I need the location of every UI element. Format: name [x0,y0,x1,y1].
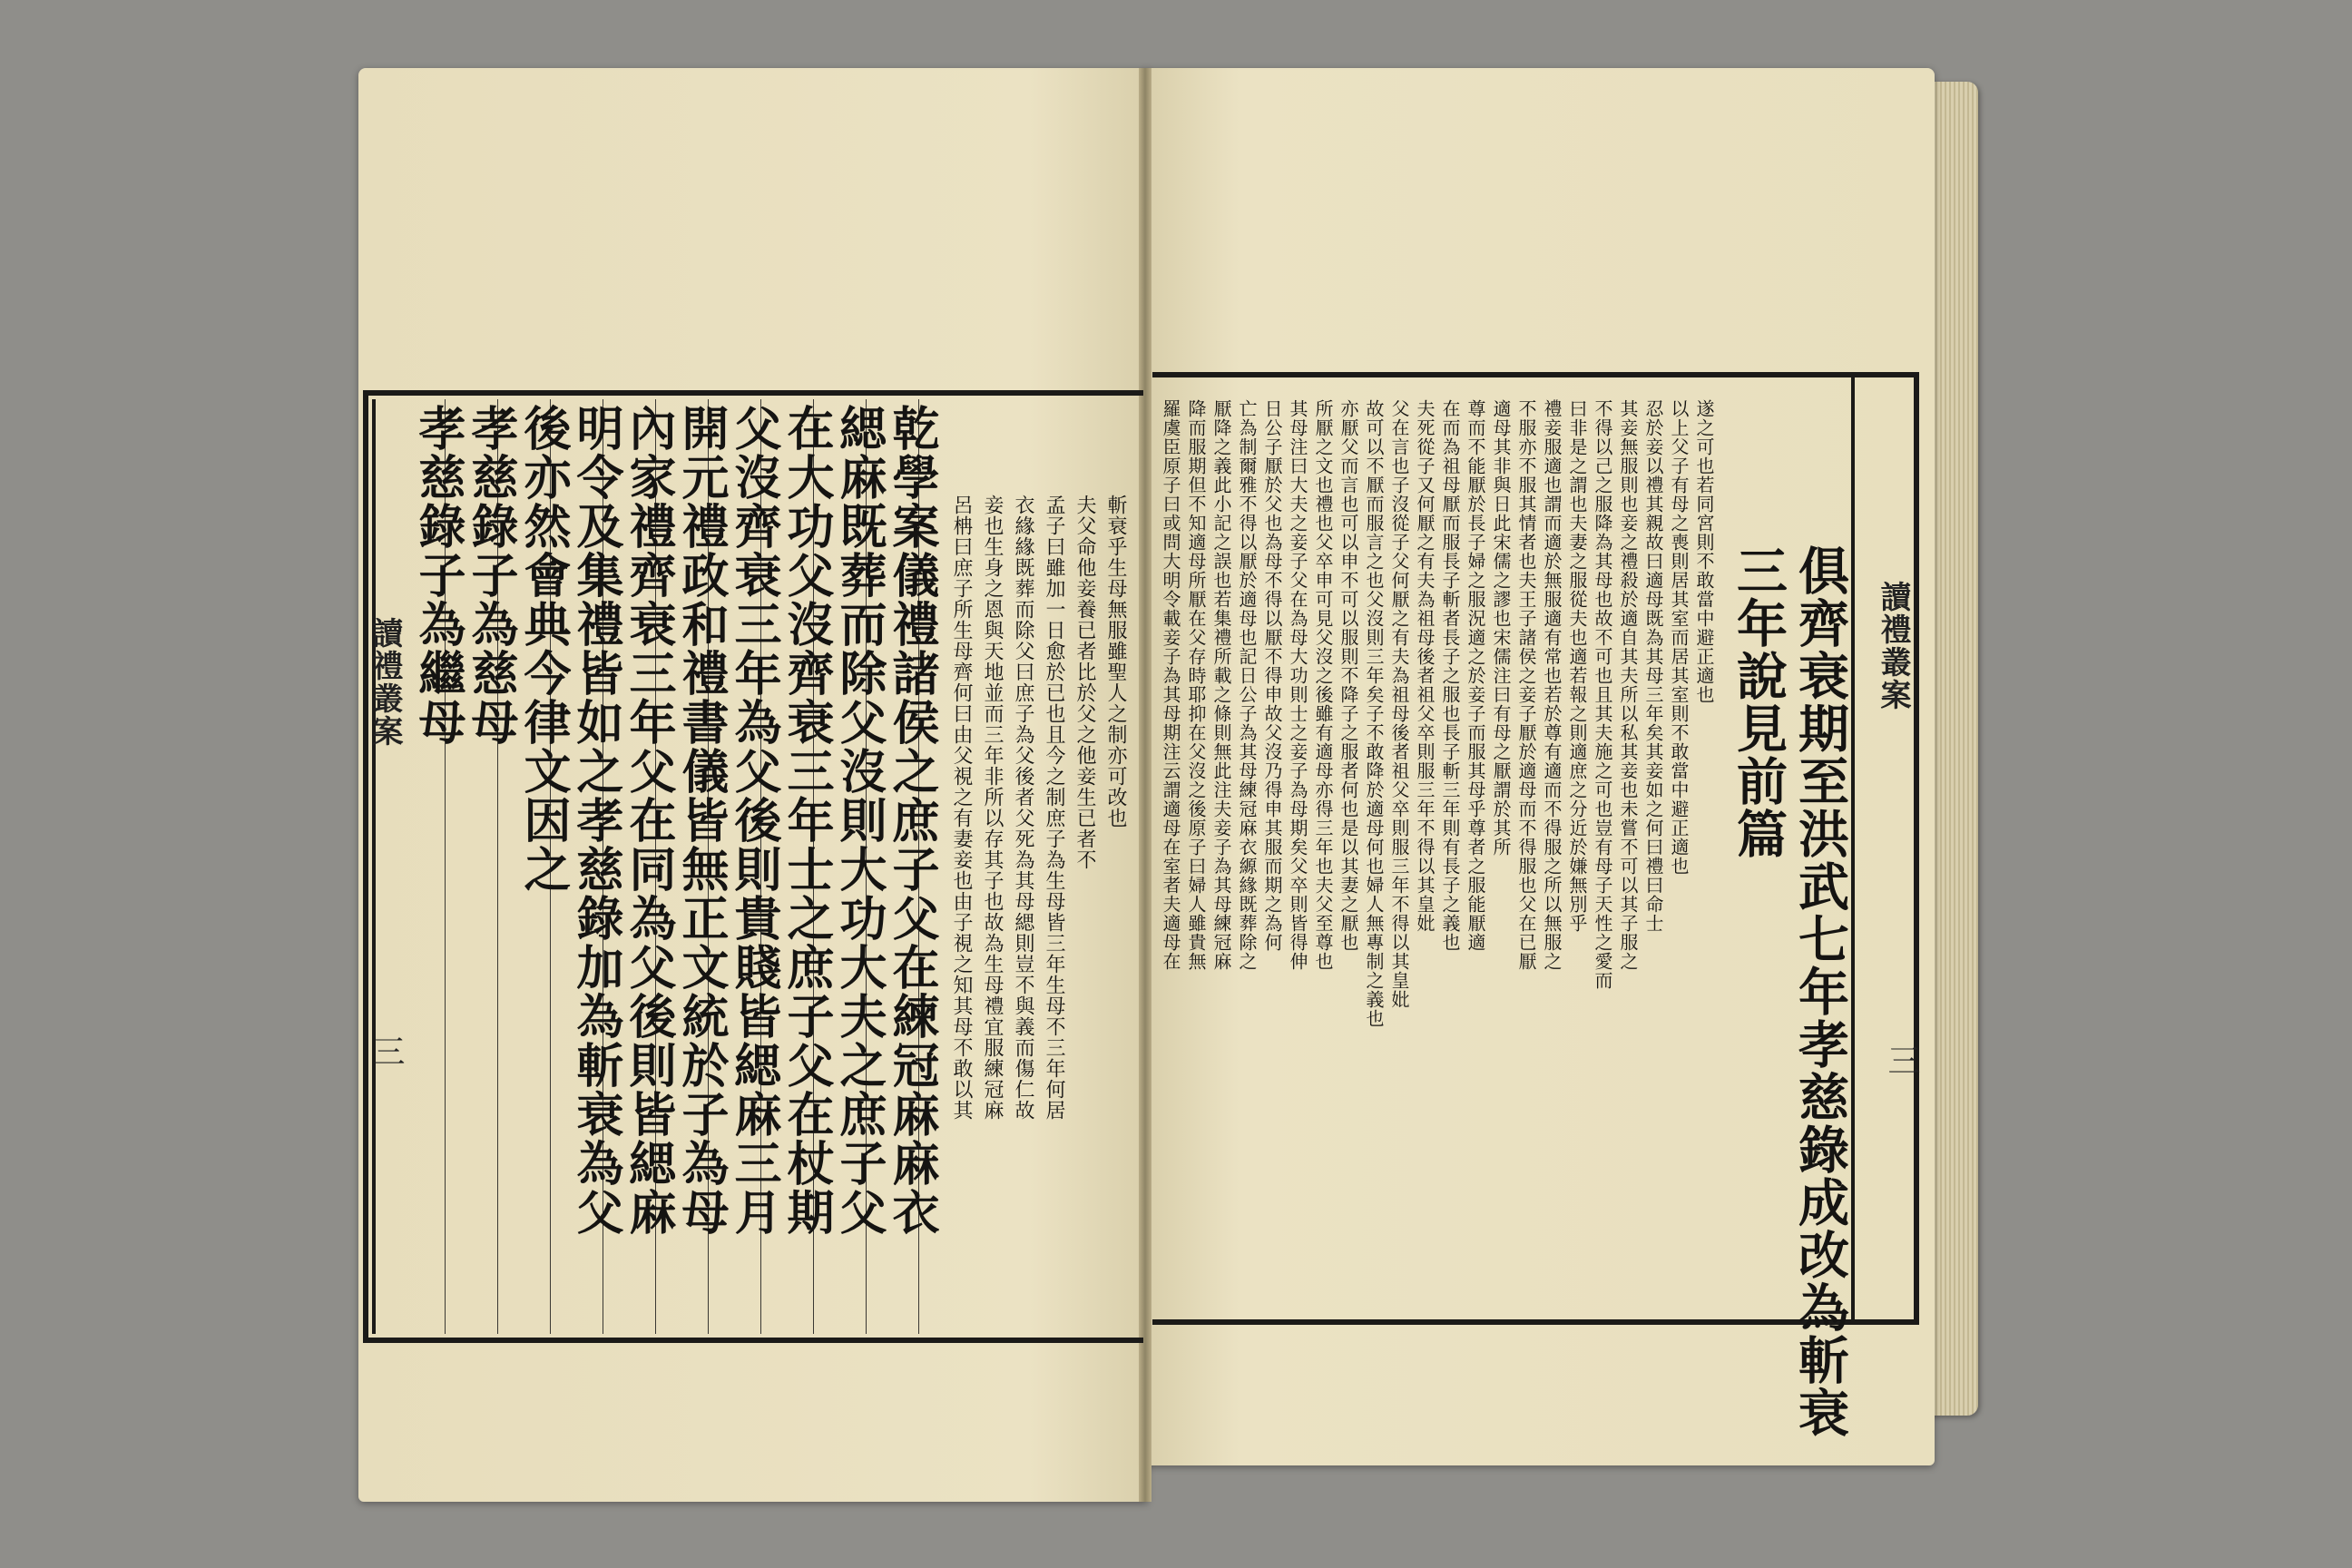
main-text-column: 孝慈錄子為慈母 [463,404,518,747]
note-text-column: 遂之可也若同宮則不敢當中避正適也 [1693,399,1715,704]
note-text-column: 羅虞臣原子曰或問大明令載妾子為其母期注云謂適母在室者夫適母在 [1160,399,1181,971]
left-header-title: 讀禮叢案 [367,617,403,748]
note-text-column: 曰非是之謂也夫妻之服從夫也適若報之則適庶之分近於嫌無別乎 [1566,399,1588,933]
note-text-column: 其母注曰大夫之妾子父在為母大功則士之妾子為母期矣父卒則皆得伸 [1287,399,1308,971]
main-text-column: 乾學案儀禮諸侯之庶子父在練冠麻麻衣 [884,404,939,1237]
note-text-column: 夫死從子又何厭之有夫為祖母後者祖父卒則服三年不得以其皇妣 [1414,399,1436,933]
main-text-column: 開元禮政和禮書儀皆無正文統於子為母 [673,404,729,1237]
note-text-column: 厭降之義此小記之誤也若集禮所載之條則無此注夫妾子為其母練冠麻 [1210,399,1232,971]
note-text-column: 其妾無服則也妾之禮殺於適自其夫所以私其妾也未嘗不可以其子服之 [1617,399,1639,971]
main-text-column: 父沒齊衰三年為父後則貴賤皆緦麻三月 [726,404,781,1237]
note-text-column: 夫父命他妾養已者比於父之他妾生已者不 [1073,495,1096,870]
note-text-column: 故可以不厭而服言之也父沒則三年矣子不敢降於適母何也婦人無專制之義也 [1363,399,1385,1028]
note-text-column: 亦厭父而言也可以申不可以服則不降子之服者何也是以其妻之厭也 [1338,399,1359,952]
right-leaf-number: 三 [1883,1044,1920,1076]
note-text-column: 尊而不能厭於長子婦之服況適之於妾子而服其母乎尊者之服能厭適 [1465,399,1486,952]
right-inner-border [1851,372,1855,1325]
note-text-column: 在而為祖母厭而服長子斬者長子之服也長子斬三年則有長子之義也 [1439,399,1461,952]
note-text-column: 妾也生身之恩與天地並而三年非所以存其子也故為生母禮宜服練冠麻 [981,495,1004,1121]
main-text-column: 孝慈錄子為繼母 [410,404,466,747]
title-column: 三年說見前篇 [1729,544,1788,860]
note-text-column: 孟子曰雖加一日愈於已也且今之制庶子為生母皆三年生母不三年何居 [1043,495,1065,1121]
note-text-column: 不服亦不服其情者也夫王子諸侯之妾子厭於適母而不得服也父在已厭 [1515,399,1537,971]
note-text-column: 亡為制爾雅不得以厭於適母也記日公子為其母練冠麻衣縓緣既葬除之 [1236,399,1258,971]
note-text-column: 斬衰乎生母無服雖聖人之制亦可改也 [1104,495,1127,828]
right-header-title: 讀禮叢案 [1875,581,1911,711]
main-text-column: 內家禮齊衰三年父在同為父後則皆緦麻 [621,404,676,1237]
main-text-column: 明令及集禮皆如之孝慈錄加為斬衰為父 [568,404,623,1237]
note-text-column: 禮妾服適也謂而適於無服適有常也若於尊有適而不得服之所以無服之 [1541,399,1563,971]
note-text-column: 以上父子有母之喪則居其室而居其室則不敢當中避正適也 [1668,399,1690,876]
note-text-column: 不得以己之服降為其母也故不可也且其夫施之可也豈有母子天性之愛而 [1592,399,1613,990]
note-text-column: 衣緣緣既葬而除父曰庶子為父後者父死為其母緦則豈不與義而傷仁故 [1012,495,1034,1121]
note-text-column: 日公子厭於父也為母不得以厭不得申故父沒乃得申其服而期之為何 [1261,399,1283,952]
title-column: 俱齊衰期至洪武七年孝慈錄成改為斬衰 [1790,544,1850,1439]
note-text-column: 父在言也子沒從子父何厭之有夫為祖母後者祖父卒則服三年不得以其皇妣 [1388,399,1410,1009]
note-text-column: 呂柟曰庶子所生母齊何曰由父視之有妻妾也由子視之知其母不敢以其 [950,495,973,1121]
note-text-column: 適母其非與日此宋儒之謬也宋儒注曰有母之厭謂於其所 [1490,399,1512,857]
note-text-column: 降而服期但不知適母所厭在父存時耶抑在父沒之後原子曰婦人雖貴無 [1185,399,1207,971]
note-text-column: 所厭之文也禮也父卒申可見父沒之後雖有適母亦得三年也夫父至尊也 [1312,399,1334,971]
left-inner-border [372,399,376,1334]
left-leaf-number: 三 [368,1034,405,1067]
main-text-column: 緦麻既葬而除父沒則大功大夫之庶子父 [831,404,887,1237]
main-text-column: 在大功父沒齊衰三年士之庶子父在杖期 [779,404,834,1237]
main-text-column: 後亦然會典今律文因之 [515,404,571,894]
note-text-column: 忍於妾以禮其親故曰適母既為其母三年矣其妾如之何曰禮曰命士 [1642,399,1664,933]
